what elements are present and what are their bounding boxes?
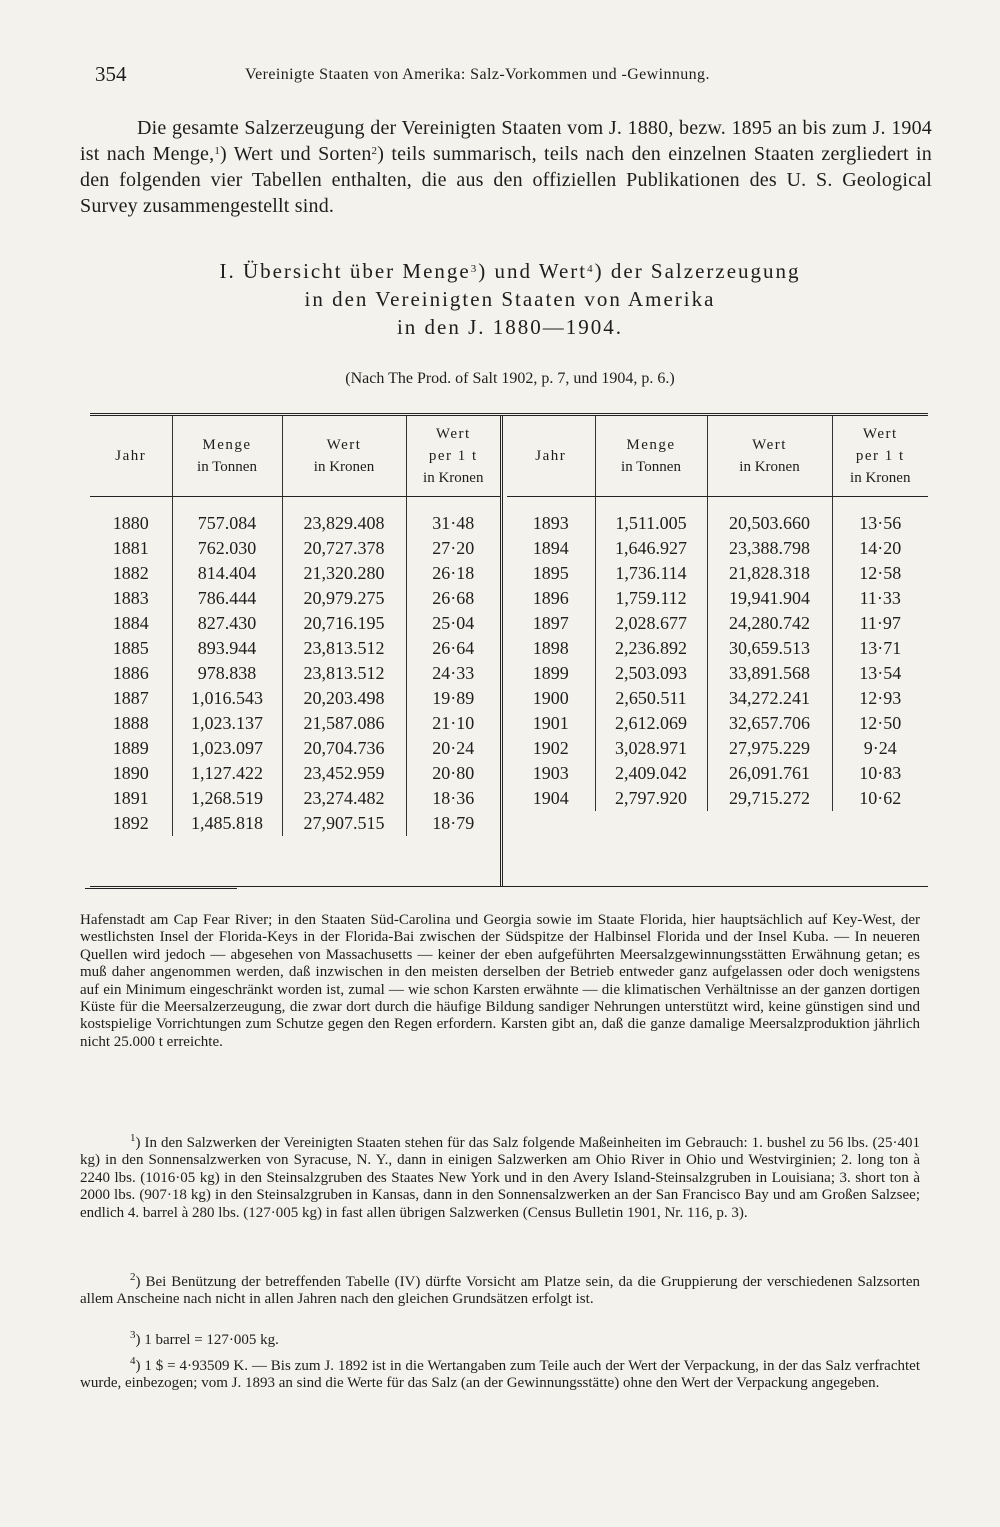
cell-menge: 762.030 <box>172 536 282 561</box>
cell-menge: 2,028.677 <box>595 611 707 636</box>
cell-jahr: 1900 <box>532 688 569 708</box>
cell-wert: 21,320.280 <box>282 561 406 586</box>
cell-wert: 20,716.195 <box>282 611 406 636</box>
cell-wert: 34,272.241 <box>707 686 832 711</box>
table-row <box>90 811 500 836</box>
table-left-half <box>90 416 503 886</box>
page-header <box>95 62 925 92</box>
table-row <box>90 636 500 661</box>
cell-jahr: 1895 <box>532 563 569 583</box>
table-row <box>507 561 928 586</box>
cell-wert-per-t: 12·58 <box>832 561 928 586</box>
cell-jahr: 1887 <box>112 688 149 708</box>
cell-jahr: 1902 <box>532 738 569 758</box>
cell-jahr: 1889 <box>112 738 149 758</box>
cell-menge: 2,650.511 <box>595 686 707 711</box>
cell-jahr: 1904 <box>532 788 569 808</box>
menge-unit: in Tonnen <box>621 459 681 475</box>
cell-menge: 1,759.112 <box>595 586 707 611</box>
cell-jahr: 1885 <box>112 638 149 658</box>
table-row <box>90 686 500 711</box>
table-row <box>507 536 928 561</box>
cell-menge: 757.084 <box>172 497 282 537</box>
wert-per-unit: in Kronen <box>850 470 911 486</box>
intro-paragraph <box>80 115 932 219</box>
cell-wert: 20,503.660 <box>707 497 832 537</box>
cell-wert-per-t: 21·10 <box>406 711 500 736</box>
cell-jahr: 1883 <box>112 588 149 608</box>
cell-wert: 19,941.904 <box>707 586 832 611</box>
cell-wert: 20,727.378 <box>282 536 406 561</box>
wert-per-basis: per 1 t <box>855 448 905 464</box>
footnote-1-text: ) In den Salzwerken der Vereinigten Staaten stehen für das Salz folgende Maßeinheiten im Gebrauch: 1. bushel zu 56 lbs. (25·401 kg) in den Sonnensalzwerken von Syracuse, N. Y., dann in einigen Salzwerken am Ohio River in Ohio und Westvirginien; 2. long ton à 2240 lbs. (1016·05 kg) in den Steinsalzgruben des Staates New York und in den Avery Island-Steinsalzgruben in Louisiana; 3. short ton à 2000 lbs. (907·18 kg) in den Steinsalzgruben in Kansas, dann in den Sonnensalzwerken an der San Francisco Bay und am Großen Salzsee; endlich 4. barrel à 280 lbs. (127·005 kg) in fast allen übrigen Salzwerken (Census Bulletin 1901, Nr. 116, p. 3). <box>80 1135 920 1221</box>
table-left <box>90 416 500 836</box>
cell-menge: 1,511.005 <box>595 497 707 537</box>
table-row <box>507 636 928 661</box>
table-row <box>90 611 500 636</box>
cell-jahr: 1888 <box>112 713 149 733</box>
cell-wert-per-t: 10·83 <box>832 761 928 786</box>
cell-menge: 978.838 <box>172 661 282 686</box>
cell-wert-per-t: 9·24 <box>832 736 928 761</box>
cell-jahr: 1891 <box>112 788 149 808</box>
footnote-3 <box>80 1329 920 1349</box>
cell-wert-per-t: 25·04 <box>406 611 500 636</box>
cell-menge: 2,612.069 <box>595 711 707 736</box>
table-row <box>507 661 928 686</box>
table-row <box>507 711 928 736</box>
heading-line-1 <box>100 257 920 285</box>
cell-jahr: 1899 <box>532 663 569 683</box>
table-row <box>507 736 928 761</box>
cell-menge: 786.444 <box>172 586 282 611</box>
cell-jahr: 1886 <box>112 663 149 683</box>
footnote-mark-1: 1 <box>130 1132 136 1144</box>
cell-wert-per-t: 26·64 <box>406 636 500 661</box>
cell-wert-per-t: 18·79 <box>406 811 500 836</box>
col-header-menge <box>172 416 282 497</box>
cell-wert-per-t: 11·33 <box>832 586 928 611</box>
cell-wert: 26,091.761 <box>707 761 832 786</box>
cell-menge: 1,646.927 <box>595 536 707 561</box>
table-row <box>90 586 500 611</box>
col-header-menge <box>595 416 707 497</box>
intro-text-3: ) teils summarisch, teils nach den einzelnen Staaten zergliedert in den folgenden vier Tabellen enthalten, die aus den offiziellen Publikationen des U. S. Geological Survey zusammengestellt sind. <box>80 143 932 217</box>
footnote-ref-1: 1 <box>214 145 221 157</box>
cell-menge: 2,409.042 <box>595 761 707 786</box>
cell-wert: 23,274.482 <box>282 786 406 811</box>
cell-wert: 20,704.736 <box>282 736 406 761</box>
cell-wert-per-t: 20·80 <box>406 761 500 786</box>
wert-unit: in Kronen <box>313 459 375 475</box>
cell-wert-per-t: 12·93 <box>832 686 928 711</box>
cell-wert-per-t: 13·54 <box>832 661 928 686</box>
cell-wert: 23,813.512 <box>282 636 406 661</box>
cell-menge: 2,797.920 <box>595 786 707 811</box>
menge-label: Menge <box>202 437 252 453</box>
page-number: 354 <box>95 62 127 86</box>
intro-text-1: Die gesamte Salzerzeugung der Vereinigten Staaten vom J. 1880, bezw. 1895 an bis zum J. 1904 ist nach Menge, <box>80 117 932 165</box>
cell-jahr: 1894 <box>532 538 569 558</box>
col-header-wert <box>707 416 832 497</box>
intro-text-2: ) Wert und Sorten <box>220 143 372 165</box>
table-row <box>507 686 928 711</box>
cell-jahr: 1892 <box>112 813 149 833</box>
cell-jahr: 1884 <box>112 613 149 633</box>
cell-wert: 32,657.706 <box>707 711 832 736</box>
cell-menge: 2,236.892 <box>595 636 707 661</box>
table-row <box>90 497 500 537</box>
cell-menge: 1,016.543 <box>172 686 282 711</box>
cell-jahr: 1881 <box>112 538 149 558</box>
footnote-1 <box>80 1132 920 1222</box>
cell-menge: 893.944 <box>172 636 282 661</box>
cell-wert: 20,203.498 <box>282 686 406 711</box>
header-row <box>507 416 928 497</box>
cell-menge: 1,736.114 <box>595 561 707 586</box>
cell-jahr: 1880 <box>112 513 149 533</box>
running-title: Vereinigte Staaten von Amerika: Salz-Vorkommen und -Gewinnung. <box>245 66 710 83</box>
cell-jahr: 1897 <box>532 613 569 633</box>
table-row <box>90 661 500 686</box>
footnote-ref-3: 3 <box>470 263 479 275</box>
cell-wert-per-t: 20·24 <box>406 736 500 761</box>
cell-wert: 21,587.086 <box>282 711 406 736</box>
cell-wert-per-t: 13·56 <box>832 497 928 537</box>
table-row <box>507 786 928 811</box>
wert-unit: in Kronen <box>739 459 800 475</box>
wert-per-label: Wert <box>435 426 471 442</box>
wert-per-unit: in Kronen <box>423 470 484 486</box>
table-row <box>90 536 500 561</box>
cell-jahr: 1901 <box>532 713 569 733</box>
cell-wert: 23,452.959 <box>282 761 406 786</box>
col-header-wert-per-t <box>832 416 928 497</box>
col-header-jahr: Jahr <box>507 416 595 497</box>
table-row <box>90 736 500 761</box>
cell-menge: 2,503.093 <box>595 661 707 686</box>
footnote-mark-4: 4 <box>130 1355 136 1367</box>
table-row <box>507 611 928 636</box>
footnote-2 <box>80 1271 920 1309</box>
cell-wert: 24,280.742 <box>707 611 832 636</box>
cell-wert: 23,813.512 <box>282 661 406 686</box>
cell-wert: 27,907.515 <box>282 811 406 836</box>
salt-production-table <box>90 413 928 887</box>
table-right <box>507 416 928 811</box>
cell-wert: 23,388.798 <box>707 536 832 561</box>
footnote-divider <box>85 888 237 889</box>
footnote-ref-4: 4 <box>587 263 595 275</box>
table-row <box>90 711 500 736</box>
col-header-wert <box>282 416 406 497</box>
footnote-mark-2: 2 <box>130 1271 136 1283</box>
cell-wert: 30,659.513 <box>707 636 832 661</box>
cell-wert: 33,891.568 <box>707 661 832 686</box>
cell-wert: 27,975.229 <box>707 736 832 761</box>
cell-menge: 1,485.818 <box>172 811 282 836</box>
menge-unit: in Tonnen <box>197 459 257 475</box>
cell-wert-per-t: 27·20 <box>406 536 500 561</box>
table-row <box>507 586 928 611</box>
cell-wert-per-t: 18·36 <box>406 786 500 811</box>
cell-wert: 21,828.318 <box>707 561 832 586</box>
table-right-half <box>507 416 928 886</box>
table-row <box>90 761 500 786</box>
table-row <box>507 761 928 786</box>
menge-label: Menge <box>626 437 676 453</box>
heading-text-a: I. Übersicht über Menge <box>219 259 471 283</box>
cell-wert: 20,979.275 <box>282 586 406 611</box>
cell-menge: 1,023.097 <box>172 736 282 761</box>
wert-per-label: Wert <box>862 426 898 442</box>
cell-wert-per-t: 13·71 <box>832 636 928 661</box>
heading-line-3: in den J. 1880—1904. <box>396 315 624 339</box>
table-row <box>507 497 928 537</box>
cell-menge: 814.404 <box>172 561 282 586</box>
cell-menge: 1,268.519 <box>172 786 282 811</box>
wert-label: Wert <box>326 437 362 453</box>
wert-label: Wert <box>752 437 787 453</box>
header-row <box>90 416 500 497</box>
cell-wert-per-t: 24·33 <box>406 661 500 686</box>
cell-wert-per-t: 10·62 <box>832 786 928 811</box>
col-header-wert-per-t <box>406 416 500 497</box>
footnote-ref-2: 2 <box>371 145 378 157</box>
footnote-3-text: ) 1 barrel = 127·005 kg. <box>135 1332 279 1348</box>
cell-wert-per-t: 14·20 <box>832 536 928 561</box>
cell-wert-per-t: 26·68 <box>406 586 500 611</box>
cell-jahr: 1898 <box>532 638 569 658</box>
cell-menge: 827.430 <box>172 611 282 636</box>
heading-text-b: ) und Wert <box>478 259 588 283</box>
heading-line-2: in den Vereinigten Staaten von Amerika <box>304 287 716 311</box>
footnote-4 <box>80 1355 920 1393</box>
cell-jahr: 1903 <box>532 763 569 783</box>
cell-menge: 1,023.137 <box>172 711 282 736</box>
footnote-mark-3: 3 <box>130 1329 136 1341</box>
table-heading <box>100 257 920 341</box>
col-header-jahr: Jahr <box>90 416 172 497</box>
cell-wert-per-t: 31·48 <box>406 497 500 537</box>
cell-wert-per-t: 12·50 <box>832 711 928 736</box>
cell-wert-per-t: 26·18 <box>406 561 500 586</box>
footnote-4-text: ) 1 $ = 4·93509 K. — Bis zum J. 1892 ist in die Wertangaben zum Teile auch der Wert der Verpackung, in der das Salz verfrachtet wurde, einbezogen; vom J. 1893 an sind die Werte für das Salz (an der Gewinnungsstätte) ohne den Wert der Verpackung angegeben. <box>80 1358 920 1392</box>
cell-menge: 3,028.971 <box>595 736 707 761</box>
cell-menge: 1,127.422 <box>172 761 282 786</box>
heading-text-c: ) der Salzerzeugung <box>594 259 801 283</box>
cell-wert-per-t: 19·89 <box>406 686 500 711</box>
cell-jahr: 1896 <box>532 588 569 608</box>
table-source: (Nach The Prod. of Salt 1902, p. 7, und 1904, p. 6.) <box>345 370 675 387</box>
table-row <box>90 786 500 811</box>
cell-wert: 29,715.272 <box>707 786 832 811</box>
cell-jahr: 1890 <box>112 763 149 783</box>
table-row <box>90 561 500 586</box>
footnote-2-text: ) Bei Benützung der betreffenden Tabelle (IV) dürfte Vorsicht am Platze sein, da die Gruppierung der verschiedenen Salzsorten allem Anscheine nach nicht in allen Jahren nach den gleichen Grundsätzen erfolgt ist. <box>80 1274 920 1308</box>
cell-wert: 23,829.408 <box>282 497 406 537</box>
cell-jahr: 1882 <box>112 563 149 583</box>
footnote-continuation: Hafenstadt am Cap Fear River; in den Staaten Süd-Carolina und Georgia sowie im Staate Florida, hier hauptsächlich auf Key-West, der westlichsten Insel der Florida-Keys in der Florida-Bai zwischen der Südspitze der Halbinsel Florida und der Insel Kuba. — In neueren Quellen wird jedoch — abgesehen von Massachusetts — keiner der eben aufgeführten Meersalzgewinnungsstätten Erwähnung getan; es muß daher angenommen werden, daß inzwischen in den meisten derselben der Betrieb entweder ganz aufgelassen oder doch wenigstens auf ein Minimum eingeschränkt worden ist, zumal — wie schon Karsten erwähnte — die klimatischen Verhältnisse an der ganzen dortigen Küste für die Meersalzerzeugung, die zwar dort durch die häufige Bildung sandiger Nehrungen unterstützt wird, keine günstigen sind und kostspielige Vorrichtungen zum Schutze gegen den Regen erfordern. Karsten gibt an, daß die ganze damalige Meersalzproduktion jährlich nicht 25.000 t erreichte. <box>80 912 920 1050</box>
cell-jahr: 1893 <box>532 513 569 533</box>
wert-per-basis: per 1 t <box>428 448 478 464</box>
cell-wert-per-t: 11·97 <box>832 611 928 636</box>
